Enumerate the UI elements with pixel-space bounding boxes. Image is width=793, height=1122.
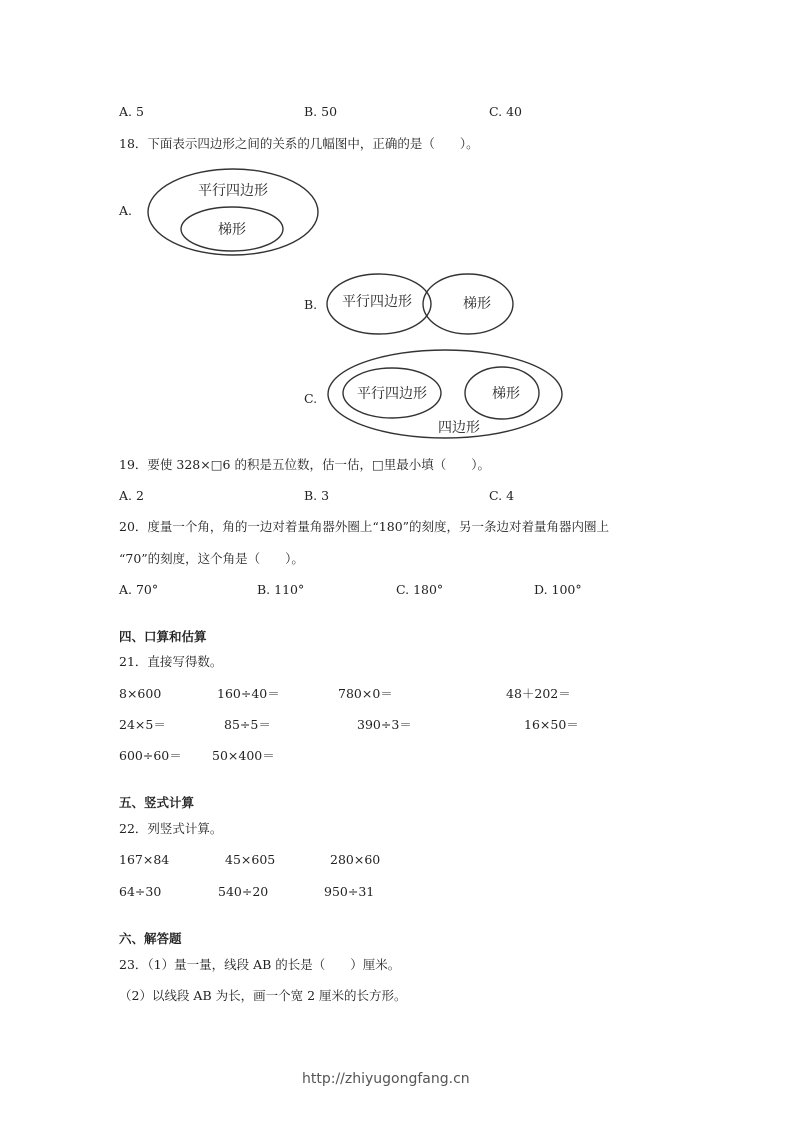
q19-option-c: C. 4 (489, 488, 515, 503)
q22-stem: 22．列竖式计算。 (119, 821, 223, 836)
right-label: 梯形 (463, 296, 491, 312)
calc-item: 600÷60＝ (119, 748, 182, 763)
calc-item: 8×600 (119, 686, 162, 701)
q17-option-b: B. 50 (304, 104, 338, 119)
calc-item: 780×0＝ (338, 686, 393, 701)
outer-label: 四边形 (438, 420, 480, 436)
left-label: 平行四边形 (342, 294, 412, 310)
vertical-calc-item: 950÷31 (324, 884, 375, 899)
q19-option-a: A. 2 (119, 488, 144, 503)
vertical-calc-item: 280×60 (330, 852, 381, 867)
vertical-calc-item: 45×605 (225, 852, 276, 867)
q19-stem: 19．要使 328×□6 的积是五位数，估一估，□里最小填（ ）。 (119, 457, 491, 472)
vertical-calc-item: 64÷30 (119, 884, 162, 899)
q18-diagram-a (140, 165, 325, 260)
q23-part1: 23．（1）量一量，线段 AB 的长是（ ）厘米。 (119, 957, 401, 972)
q20-option-a: A. 70° (119, 582, 159, 597)
q20-option-d: D. 100° (534, 582, 582, 597)
section4-title: 四、口算和估算 (119, 629, 207, 644)
q17-option-c: C. 40 (489, 104, 522, 119)
q21-stem: 21．直接写得数。 (119, 654, 223, 669)
calc-item: 16×50＝ (524, 717, 579, 732)
outer-label: 平行四边形 (198, 183, 268, 199)
q18-option-b-label: B. (304, 297, 318, 312)
q20-option-c: C. 180° (396, 582, 444, 597)
footer-url: http://zhiyugongfang.cn (302, 1071, 470, 1087)
inner-label: 梯形 (218, 222, 246, 238)
vertical-calc-item: 167×84 (119, 852, 170, 867)
q20-option-b: B. 110° (257, 582, 305, 597)
calc-item: 48＋202＝ (506, 686, 571, 701)
calc-item: 390÷3＝ (357, 717, 412, 732)
inner-left-label: 平行四边形 (357, 386, 427, 402)
q18-stem: 18．下面表示四边形之间的关系的几幅图中，正确的是（ ）。 (119, 136, 479, 151)
section6-title: 六、解答题 (119, 931, 182, 946)
inner-right-label: 梯形 (492, 386, 520, 402)
q18-option-a-label: A. (119, 203, 133, 218)
calc-item: 160÷40＝ (217, 686, 280, 701)
vertical-calc-item: 540÷20 (218, 884, 269, 899)
calc-item: 24×5＝ (119, 717, 166, 732)
calc-item: 50×400＝ (212, 748, 275, 763)
q18-option-c-label: C. (304, 391, 318, 406)
calc-item: 85÷5＝ (224, 717, 271, 732)
q20-stem-line1: 20．度量一个角，角的一边对着量角器外圈上“180”的刻度，另一条边对着量角器内圈上 (119, 519, 610, 534)
q20-stem-line2: “70”的刻度，这个角是（ ）。 (119, 551, 304, 566)
parallelogram-set-ellipse (148, 169, 318, 255)
q18-diagram-b (322, 270, 522, 340)
q19-option-b: B. 3 (304, 488, 330, 503)
q23-part2: （2）以线段 AB 为长，画一个宽 2 厘米的长方形。 (119, 988, 407, 1003)
section5-title: 五、竖式计算 (119, 795, 195, 810)
q18-diagram-c (322, 348, 570, 443)
q17-option-a: A. 5 (119, 104, 144, 119)
